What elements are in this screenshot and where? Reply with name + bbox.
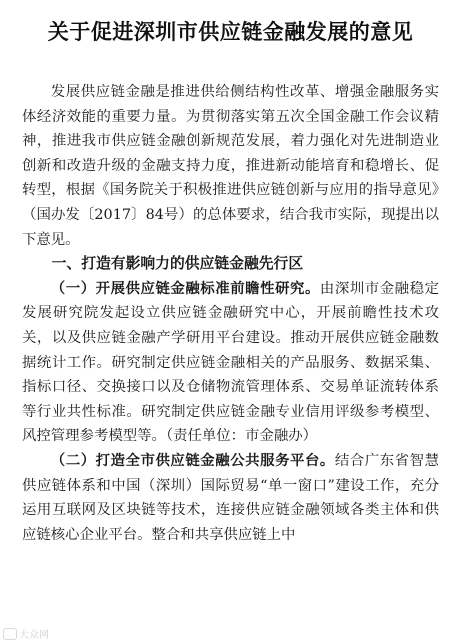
item-1-body: 由深圳市金融稳定发展研究院发起设立供应链金融研究中心，开展前瞻性技术攻关，以及供应链金融产学研用平台建设。推动开展供应链金融数据统计工作。研究制定供应链金融相关的产品服务、数据采集、指标口径、交换接口以及仓储物流管理体系、交易单证流转体系等行业共性标准。研究制定供应链金融专业信用评级参考模型、风控管理参考模型等。（责任单位：市金融办）: [22, 280, 439, 445]
watermark-logo-icon: [3, 628, 17, 640]
item-2-title: （二）打造全市供应链金融公共服务平台。: [50, 452, 335, 469]
item-1-paragraph: [22, 277, 439, 449]
document-title: 关于促进深圳市供应链金融发展的意见: [47, 19, 414, 44]
intro-paragraph: 发展供应链金融是推进供给侧结构性改革、增强金融服务实体经济效能的重要力量。为贯彻落实第五次全国金融工作会议精神，推进我市供应链金融创新规范发展，着力强化对先进制造业创新和改造升级的金融支持力度，推进新动能培育和稳增长、促转型，根据《国务院关于积极推进供应链创新与应用的指导意见》（国办发〔2017〕84号）的总体要求，结合我市实际，现提出以下意见。: [22, 84, 439, 248]
item-2-body: 结合广东省智慧供应链体系和中国（深圳）国际贸易“单一窗口”建设工作，充分运用互联网及区块链等技术，连接供应链金融领域各类主体和供应链核心企业平台。整合和共享供应链上中: [22, 452, 439, 543]
watermark: [3, 626, 49, 641]
section-heading: 一、打造有影响力的供应链金融先行区: [51, 255, 304, 273]
item-2-paragraph: [22, 449, 439, 547]
item-1-title: （一）开展供应链金融标准前瞻性研究。: [50, 280, 320, 297]
watermark-text: 大众网: [19, 630, 49, 641]
